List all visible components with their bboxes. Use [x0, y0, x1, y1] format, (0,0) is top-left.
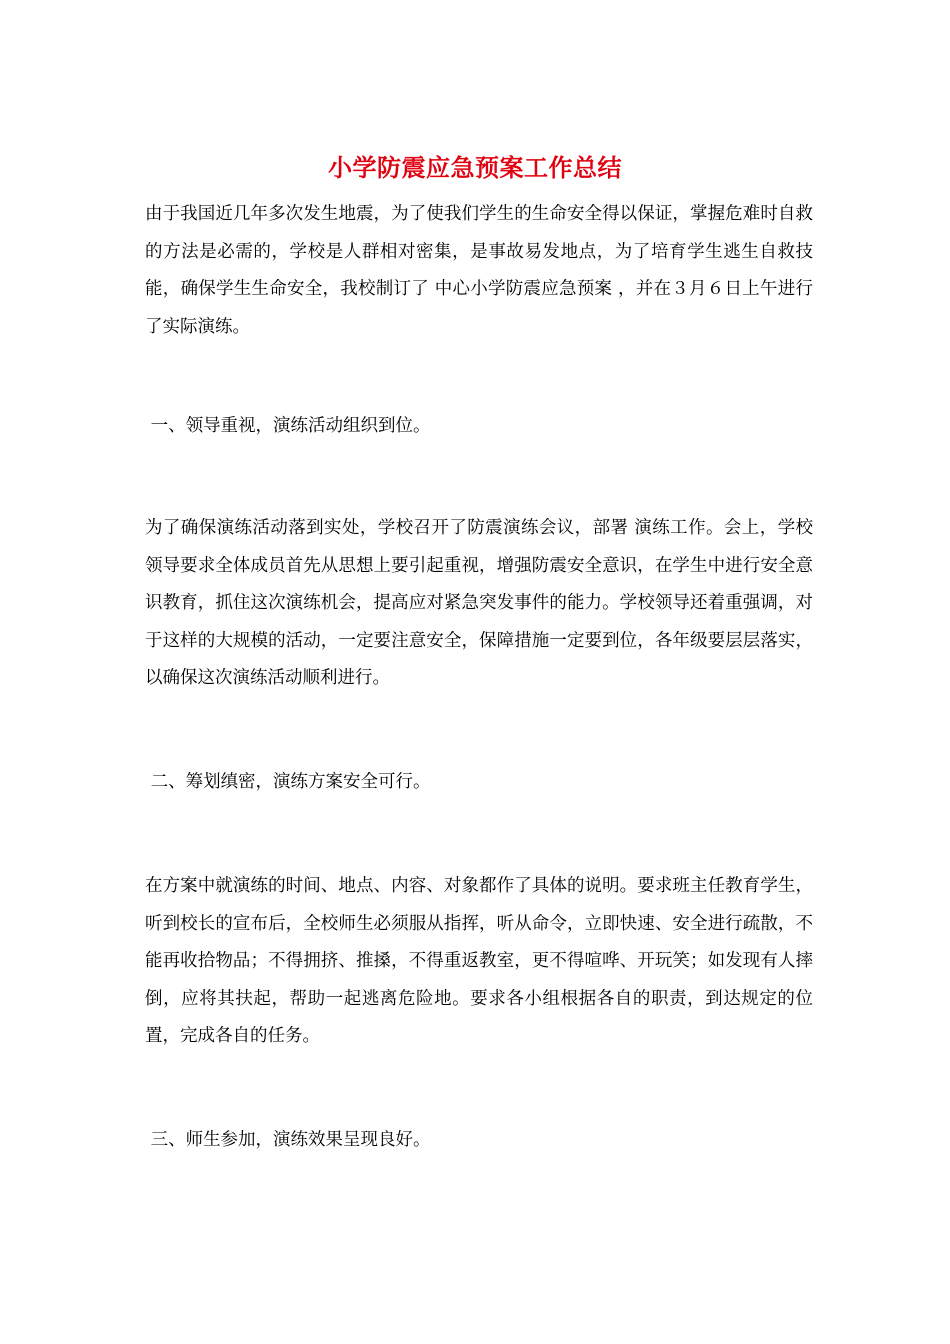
- intro-paragraph: 由于我国近几年多次发生地震，为了使我们学生的生命安全得以保证，掌握危难时自救的方法是必需的，学校是人群相对密集，是事故易发地点，为了培育学生逃生自救技能，确保学生生命安全，我校制订了 中心小学防震应急预案 ，并在３月６日上午进行了实际演练。: [145, 204, 813, 337]
- section-3-heading: 三、师生参加，演练效果呈现良好。: [145, 1130, 431, 1150]
- section-2-heading: 二、筹划缜密，演练方案安全可行。: [145, 772, 431, 792]
- document-title: 小学防震应急预案工作总结: [328, 153, 622, 182]
- section-1-heading: 一、领导重视，演练活动组织到位。: [145, 416, 431, 436]
- section-1-paragraph: 为了确保演练活动落到实处，学校召开了防震演练会议，部署 演练工作。会上，学校领导要求全体成员首先从思想上要引起重视，增强防震安全意识，在学生中进行安全意识教育，抓住这次演练机会，提高应对紧急突发事件的能力。学校领导还着重强调，对于这样的大规模的活动，一定要注意安全，保障措施一定要到位，各年级要层层落实，以确保这次演练活动顺利进行。: [145, 518, 813, 688]
- section-2-paragraph: 在方案中就演练的时间、地点、内容、对象都作了具体的说明。要求班主任教育学生，听到校长的宣布后，全校师生必须服从指挥，听从命令，立即快速、安全进行疏散，不能再收拾物品；不得拥挤、推搡，不得重返教室，更不得喧哗、开玩笑；如发现有人摔倒，应将其扶起，帮助一起逃离危险地。要求各小组根据各自的职责，到达规定的位置，完成各自的任务。: [145, 876, 813, 1046]
